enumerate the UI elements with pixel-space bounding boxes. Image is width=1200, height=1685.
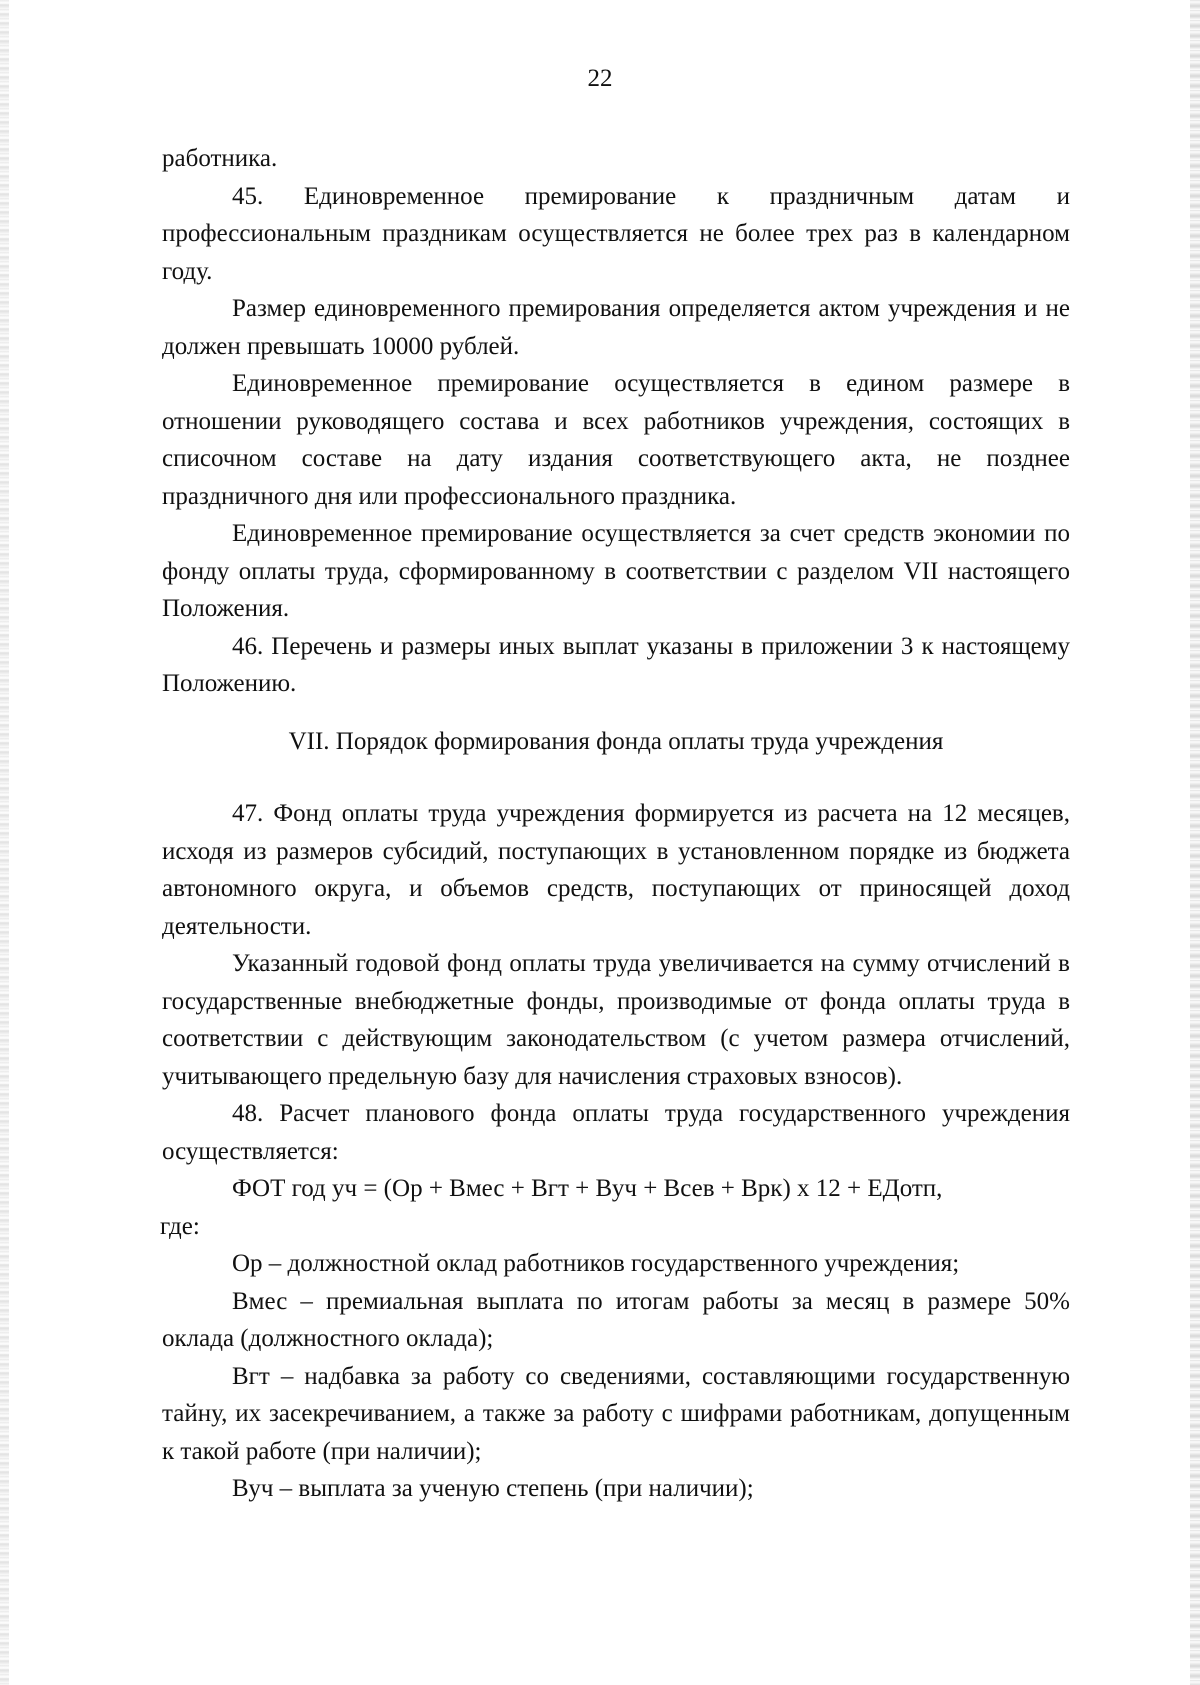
paragraph-bonus-size: Размер единовременного премирования определяется актом учреждения и не должен превышать 10000 рублей. — [162, 295, 1070, 360]
paragraph-48: 48. Расчет планового фонда оплаты труда государственного учреждения осуществляется: — [162, 1100, 1070, 1165]
definition-or: Ор – должностной оклад работников государственного учреждения; — [232, 1250, 960, 1277]
formula-where-label: где: — [160, 1212, 200, 1240]
paragraph-45: 45. Единовременное премирование к праздничным датам и профессиональным праздникам осуществляется не более трех раз в календарном году. — [162, 182, 1070, 285]
paragraph-annual-fund: Указанный годовой фонд оплаты труда увеличивается на сумму отчислений в государственные внебюджетные фонды, производимые от фонда оплаты труда в соответствии с действующим законодательством (с учетом размера отчислений, учитывающего предельную базу для начисления страховых взносов). — [162, 950, 1070, 1090]
definition-vmes: Вмес – премиальная выплата по итогам работы за месяц в размере 50% оклада (должностного оклада); — [162, 1287, 1070, 1352]
scan-edge-left — [0, 0, 9, 1685]
scan-edge-right — [1190, 0, 1200, 1685]
paragraph-bonus-uniform: Единовременное премирование осуществляется в едином размере в отношении руководящего состава и всех работников учреждения, состоящих в списочном составе на дату издания соответствующего акта, не позднее праздничного дня или профессионального праздника. — [162, 370, 1070, 510]
paragraph-46: 46. Перечень и размеры иных выплат указаны в приложении 3 к настоящему Положению. — [162, 632, 1070, 697]
paragraph-47: 47. Фонд оплаты труда учреждения формируется из расчета на 12 месяцев, исходя из размеров субсидий, поступающих в установленном порядке из бюджета автономного округа, и объемов средств, поступающих от приносящей доход деятельности. — [162, 800, 1070, 940]
definition-vgt: Вгт – надбавка за работу со сведениями, составляющими государственную тайну, их засекречиванием, а также за работу с шифрами работникам, допущенным к такой работе (при наличии); — [162, 1362, 1070, 1465]
document-body — [162, 140, 1070, 1508]
section-heading-vii: VII. Порядок формирования фонда оплаты труда учреждения — [288, 727, 944, 755]
page-number: 22 — [587, 65, 613, 92]
paragraph-continuation: работника. — [162, 145, 278, 172]
paragraph-bonus-funding: Единовременное премирование осуществляется за счет средств экономии по фонду оплаты труда, сформированному в соответствии с разделом VII настоящего Положения. — [162, 520, 1070, 622]
formula-fot: ФОТ год уч = (Ор + Вмес + Вгт + Вуч + Всев + Врк) х 12 + ЕДотп, — [232, 1175, 943, 1202]
definition-vuch: Вуч – выплата за ученую степень (при наличии); — [232, 1475, 754, 1502]
